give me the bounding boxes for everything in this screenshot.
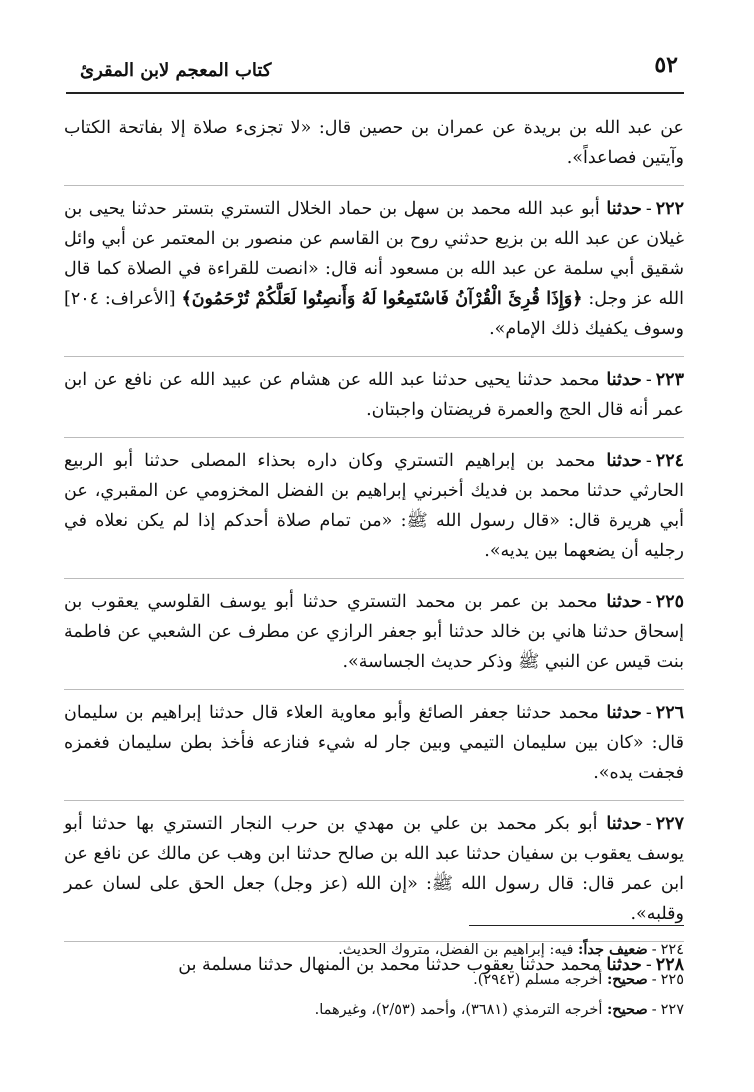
hadith-text: أبو عبد الله محمد بن سهل بن حماد الخلال التستري بتستر حدثنا يحيى بن غيلان عن عبد الله بن بزيع حدثني روح بن القاسم عن منصور بن المعتمر عن أبي وائل شقيق أبي سلمة عن عبد الله بن مسعود أنه قال: «انصت للقراءة في الصلاة كما قال الله عز وجل: xyxy=(64,199,684,309)
page-number: ٥٢ xyxy=(654,52,678,78)
hadith-entry-228: ٢٢٨-حدثنا محمد حدثنا يعقوب حدثنا محمد بن المنهال حدثنا مسلمة بن xyxy=(178,955,684,975)
footnote-rule xyxy=(469,925,684,926)
hadith-lead: حدثنا xyxy=(606,955,642,975)
footnote-grade: صحيح: xyxy=(606,971,648,988)
hadith-text: محمد حدثنا يعقوب حدثنا محمد بن المنهال حدثنا مسلمة بن xyxy=(178,955,601,975)
footnote-text: أخرجه مسلم (٢٩٤٢). xyxy=(473,972,603,988)
hadith-lead: حدثنا xyxy=(606,592,642,612)
hadith-entry-227: ٢٢٧-حدثنا أبو بكر محمد بن علي بن مهدي بن حرب النجار التستري بها حدثنا أبو يوسف يعقوب بن سفيان حدثنا عبد الله بن صالح حدثنا ابن وهب عن مالك عن نافع عن ابن عمر قال: قال رسول الله ﷺ: «إن الله (عز وجل) جعل الحق على لسان عمر وقلبه». xyxy=(64,801,684,942)
footnote: ٢٢٤-ضعيف جداً: فيه: إبراهيم بن الفضل، متروك الحديث. xyxy=(338,941,684,958)
hadith-number: ٢٢٧ xyxy=(655,814,684,834)
hadith-lead: حدثنا xyxy=(606,199,642,219)
hadith-text: محمد حدثنا جعفر الصائغ وأبو معاوية العلاء قال حدثنا إبراهيم بن سليمان قال: «كان بين سليمان التيمي وبين جار له شيء فنازعه فأخذ بطن سليمان فغمزه فجفت يده». xyxy=(64,703,684,783)
hadith-body xyxy=(64,105,684,992)
running-title: كتاب المعجم لابن المقرئ xyxy=(80,60,272,81)
hadith-entry-continued xyxy=(64,105,684,186)
footnote-number: ٢٢٤ xyxy=(660,942,684,958)
hadith-number: ٢٢٢ xyxy=(655,199,684,219)
hadith-number: ٢٢٤ xyxy=(655,451,684,471)
hadith-text: محمد بن إبراهيم التستري وكان داره بحذاء المصلى حدثنا أبو الربيع الحارثي حدثنا محمد بن فديك أخبرني إبراهيم بن الفضل المخزومي عن المقبري، عن أبي هريرة قال: «قال رسول الله ﷺ: «من تمام صلاة أحدكم إذا لم يكن نعلاه في رجليه أن يضعهما بين يديه». xyxy=(64,451,684,561)
hadith-number: ٢٢٨ xyxy=(655,955,684,975)
hadith-entry-224: ٢٢٤-حدثنا محمد بن إبراهيم التستري وكان داره بحذاء المصلى حدثنا أبو الربيع الحارثي حدثنا محمد بن فديك أخبرني إبراهيم بن الفضل المخزومي عن المقبري، عن أبي هريرة قال: «قال رسول الله ﷺ: «من تمام صلاة أحدكم إذا لم يكن نعلاه في رجليه أن يضعهما بين يديه». xyxy=(64,438,684,579)
footnotes xyxy=(64,935,684,1025)
hadith-lead: حدثنا xyxy=(606,814,642,834)
hadith-text: محمد بن عمر بن محمد التستري حدثنا أبو يوسف القلوسي يعقوب بن إسحاق حدثنا هاني بن خالد حدثنا أبو جعفر الرازي عن مطرف عن الشعبي عن فاطمة بنت قيس عن النبي ﷺ وذكر حديث الجساسة». xyxy=(64,592,684,672)
footnote-number: ٢٢٧ xyxy=(660,1002,684,1018)
hadith-text: عن عبد الله بن بريدة عن عمران بن حصين قال: «لا تجزىء صلاة إلا بفاتحة الكتاب وآيتين فصاعداً». xyxy=(64,118,684,168)
hadith-entry-222: ٢٢٢-حدثنا أبو عبد الله محمد بن سهل بن حماد الخلال التستري بتستر حدثنا يحيى بن غيلان عن عبد الله بن بزيع حدثني روح بن القاسم عن منصور بن المعتمر عن أبي وائل شقيق أبي سلمة عن عبد الله بن مسعود أنه قال: «انصت للقراءة في الصلاة كما قال الله عز وجل: ﴿وَإِذَا قُرِئَ الْقُرْآنُ فَاسْتَمِعُوا لَهُ وَأَنصِتُوا لَعَلَّكُمْ تُرْحَمُونَ﴾ [الأعراف: ٢٠٤] وسوف يكفيك ذلك الإمام». xyxy=(64,186,684,357)
footnote: ٢٢٥-صحيح: أخرجه مسلم (٢٩٤٢). xyxy=(473,971,684,988)
hadith-entry-225: ٢٢٥-حدثنا محمد بن عمر بن محمد التستري حدثنا أبو يوسف القلوسي يعقوب بن إسحاق حدثنا هاني بن خالد حدثنا أبو جعفر الرازي عن مطرف عن الشعبي عن فاطمة بنت قيس عن النبي ﷺ وذكر حديث الجساسة». xyxy=(64,579,684,690)
hadith-lead: حدثنا xyxy=(606,370,642,390)
footnote-number: ٢٢٥ xyxy=(660,972,684,988)
hadith-number: ٢٢٦ xyxy=(655,703,684,723)
quran-verse: ﴿وَإِذَا قُرِئَ الْقُرْآنُ فَاسْتَمِعُوا لَهُ وَأَنصِتُوا لَعَلَّكُمْ تُرْحَمُونَ﴾ xyxy=(181,289,583,309)
footnote-grade: صحيح: xyxy=(606,1001,648,1018)
hadith-number: ٢٢٣ xyxy=(655,370,684,390)
hadith-number: ٢٢٥ xyxy=(655,592,684,612)
footnote-text: فيه: إبراهيم بن الفضل، متروك الحديث. xyxy=(338,942,574,958)
footnote-grade: ضعيف جداً: xyxy=(578,941,648,958)
hadith-lead: حدثنا xyxy=(606,451,642,471)
hadith-entry-226: ٢٢٦-حدثنا محمد حدثنا جعفر الصائغ وأبو معاوية العلاء قال حدثنا إبراهيم بن سليمان قال: «كان بين سليمان التيمي وبين جار له شيء فنازعه فأخذ بطن سليمان فغمزه فجفت يده». xyxy=(64,690,684,801)
hadith-text: أبو بكر محمد بن علي بن مهدي بن حرب النجار التستري بها حدثنا أبو يوسف يعقوب بن سفيان حدثنا عبد الله بن صالح حدثنا ابن وهب عن مالك عن نافع عن ابن عمر قال: قال رسول الله ﷺ: «إن الله (عز وجل) جعل الحق على لسان عمر وقلبه». xyxy=(64,814,684,924)
hadith-entry-223: ٢٢٣-حدثنا محمد حدثنا يحيى حدثنا عبد الله عن هشام عن عبيد الله عن نافع عن ابن عمر أنه قال الحج والعمرة فريضتان واجبتان. xyxy=(64,357,684,438)
hadith-lead: حدثنا xyxy=(606,703,642,723)
hadith-text: محمد حدثنا يحيى حدثنا عبد الله عن هشام عن عبيد الله عن نافع عن ابن عمر أنه قال الحج والعمرة فريضتان واجبتان. xyxy=(64,370,684,420)
footnote-text: أخرجه الترمذي (٣٦٨١)، وأحمد (٢/٥٣)، وغيرهما. xyxy=(314,1002,603,1018)
header-rule xyxy=(66,92,684,94)
footnote: ٢٢٧-صحيح: أخرجه الترمذي (٣٦٨١)، وأحمد (٢/٥٣)، وغيرهما. xyxy=(314,1001,684,1018)
hadith-text-continued: [الأعراف: ٢٠٤] وسوف يكفيك ذلك الإمام». xyxy=(64,289,684,339)
